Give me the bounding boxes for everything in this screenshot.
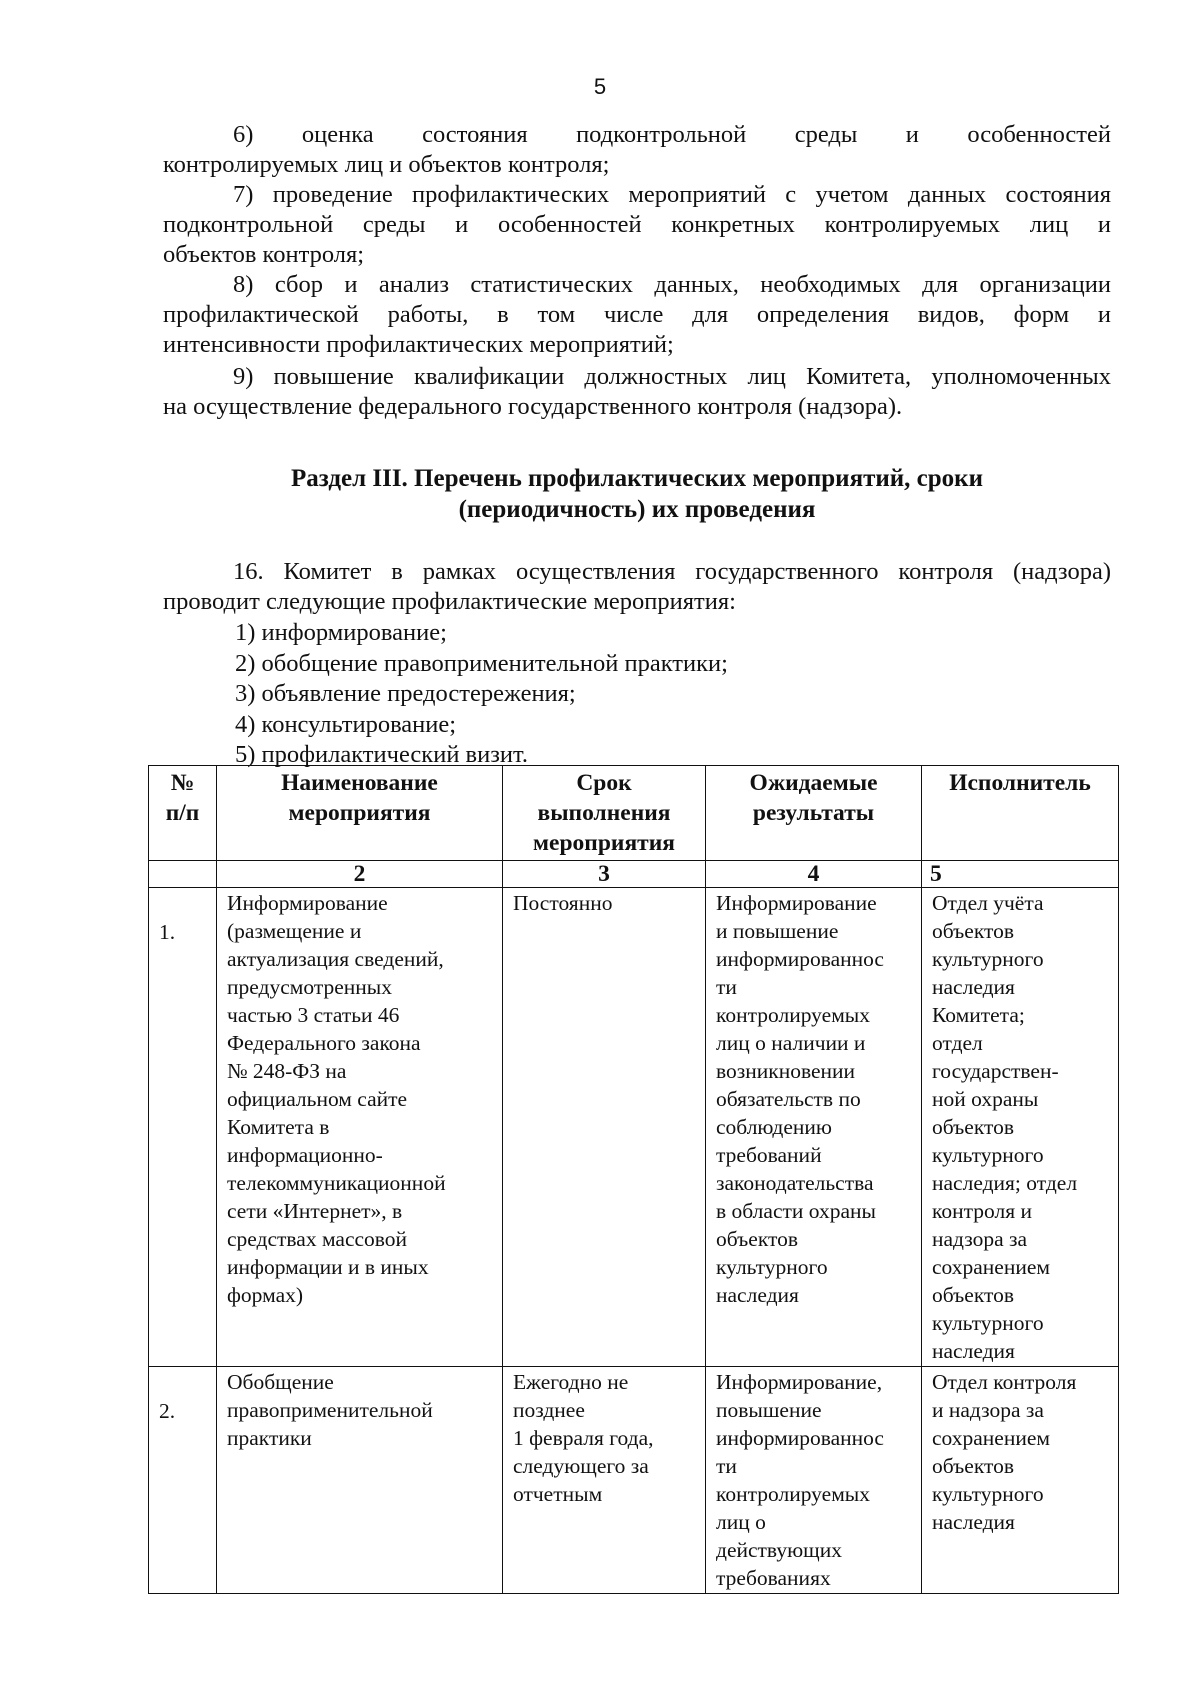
paragraph-line: подконтрольной среды и особенностей конкретных контролируемых лиц и [163, 211, 1111, 238]
paragraph-line: профилактической работы, в том числе для определения видов, форм и [163, 301, 1111, 328]
page-number: 5 [593, 74, 607, 99]
cell-line: телекоммуникационной [227, 1171, 446, 1195]
col-number: 3 [503, 861, 706, 888]
table-number-row [149, 861, 1119, 888]
cell-line: Отдел контроля [932, 1370, 1077, 1394]
cell-line: формах) [227, 1283, 304, 1307]
cell-line: следующего за [513, 1454, 649, 1478]
cell-line: ти [716, 975, 737, 999]
cell-line: официальном сайте [227, 1087, 408, 1111]
cell-line: действующих [716, 1538, 842, 1562]
cell-line: контролируемых [716, 1003, 870, 1027]
row-number: 2. [149, 1367, 217, 1594]
header-num [149, 766, 217, 861]
cell-line: соблюдению [716, 1115, 832, 1139]
row-result [706, 888, 922, 1367]
header-name [217, 766, 503, 861]
cell-line: (размещение и [227, 919, 362, 943]
cell-line: наследия; отдел [932, 1171, 1078, 1195]
row-term [503, 1367, 706, 1594]
cell-line: и надзора за [932, 1398, 1044, 1422]
list-item: 2) обобщение правоприменительной практики; [235, 649, 728, 677]
cell-line: Ежегодно не [513, 1370, 629, 1394]
header-text: Исполнитель [949, 770, 1091, 796]
table-row [149, 888, 1119, 1367]
header-text: выполнения [537, 800, 671, 826]
paragraph-line: контролируемых лиц и объектов контроля; [163, 151, 610, 178]
cell-line: № 248-ФЗ на [227, 1059, 347, 1083]
clause-line: 16. Комитет в рамках осуществления государственного контроля (надзора) [233, 558, 1111, 585]
cell-line: обязательств по [716, 1087, 861, 1111]
row-term [503, 888, 706, 1367]
cell-line: практики [227, 1426, 312, 1450]
measures-table [148, 765, 1119, 1594]
cell-line: объектов [932, 1283, 1014, 1307]
cell-line: информированнос [716, 1426, 884, 1450]
cell-line: контроля и [932, 1199, 1032, 1223]
cell-line: правоприменительной [227, 1398, 433, 1422]
cell-line: наследия [932, 1339, 1015, 1363]
section-title-line: (периодичность) их проведения [458, 496, 816, 523]
cell-line: Отдел учёта [932, 891, 1044, 915]
list-item: 3) объявление предостережения; [235, 680, 576, 707]
cell-line: предусмотренных [227, 975, 392, 999]
col-number: 2 [217, 861, 503, 888]
cell-line: наследия [932, 975, 1015, 999]
cell-line: государствен- [932, 1059, 1059, 1083]
paragraph-item-7 [163, 180, 1111, 270]
cell-line: Информирование, [716, 1370, 883, 1394]
paragraph-line: интенсивности профилактических мероприятий; [163, 331, 674, 358]
row-result [706, 1367, 922, 1594]
cell-line: Обобщение [227, 1370, 334, 1394]
cell-line: объектов [932, 1454, 1014, 1478]
cell-line: средствах массовой [227, 1227, 408, 1251]
row-name [217, 888, 503, 1367]
header-text: Ожидаемые [749, 770, 878, 796]
header-text: мероприятия [533, 830, 675, 856]
cell-line: объектов [932, 1115, 1014, 1139]
cell-line: объектов [716, 1227, 798, 1251]
row-number: 1. [149, 888, 217, 1367]
cell-line: информации и в иных [227, 1255, 429, 1279]
table-row [149, 1367, 1119, 1594]
cell-line: культурного [932, 1143, 1044, 1167]
header-text: Срок [576, 770, 632, 796]
cell-line: Постоянно [513, 891, 613, 915]
cell-line: объектов [932, 919, 1014, 943]
section-title-line: Раздел III. Перечень профилактических мероприятий, сроки [290, 465, 983, 492]
header-text: № [170, 770, 195, 796]
cell-line: требованиях [716, 1566, 831, 1590]
cell-line: культурного [716, 1255, 828, 1279]
cell-line: Информирование [227, 891, 388, 915]
cell-line: актуализация сведений, [227, 947, 444, 971]
cell-line: позднее [513, 1398, 585, 1422]
cell-line: частью 3 статьи 46 [227, 1003, 400, 1027]
paragraph-line: 6) оценка состояния подконтрольной среды и особенностей [233, 121, 1111, 148]
col-number [149, 861, 217, 888]
section-title [163, 463, 1111, 525]
cell-line: повышение [716, 1398, 822, 1422]
paragraph-line: 7) проведение профилактических мероприятий с учетом данных состояния [233, 181, 1111, 208]
header-term [503, 766, 706, 861]
cell-line: требований [716, 1143, 822, 1167]
paragraph-item-8 [163, 270, 1111, 360]
cell-line: лиц о [716, 1510, 766, 1534]
cell-line: Информирование [716, 891, 877, 915]
row-executor [922, 888, 1119, 1367]
paragraph-item-9 [163, 362, 1111, 422]
paragraph-line: объектов контроля; [163, 241, 365, 268]
cell-line: отчетным [513, 1482, 603, 1506]
cell-line: лиц о наличии и [716, 1031, 866, 1055]
paragraph-line: 8) сбор и анализ статистических данных, необходимых для организации [233, 271, 1111, 298]
cell-line: наследия [716, 1283, 799, 1307]
cell-line: и повышение [716, 919, 839, 943]
cell-line: сети «Интернет», в [227, 1199, 403, 1223]
cell-line: сохранением [932, 1426, 1051, 1450]
header-text: результаты [752, 800, 875, 826]
row-name [217, 1367, 503, 1594]
list-item: 1) информирование; [235, 619, 447, 646]
col-number: 4 [706, 861, 922, 888]
list-item: 4) консультирование; [235, 710, 457, 738]
cell-line: Комитета; [932, 1003, 1025, 1027]
header-text: Наименование [281, 770, 438, 796]
cell-line: надзора за [932, 1227, 1028, 1251]
cell-line: отдел [932, 1031, 983, 1055]
paragraph-item-6 [163, 120, 1111, 180]
table-header-row [149, 766, 1119, 861]
cell-line: информационно- [227, 1143, 383, 1167]
clause-16 [163, 557, 1111, 617]
cell-line: в области охраны [716, 1199, 876, 1223]
header-result [706, 766, 922, 861]
row-executor [922, 1367, 1119, 1594]
header-text: п/п [165, 800, 200, 826]
header-executor [922, 766, 1119, 861]
cell-line: законодательства [716, 1171, 874, 1195]
list-item: 5) профилактический визит. [235, 741, 529, 768]
cell-line: информированнос [716, 947, 884, 971]
cell-line: 1 февраля года, [513, 1426, 654, 1450]
cell-line: Федерального закона [227, 1031, 421, 1055]
clause-line: проводит следующие профилактические мероприятия: [163, 588, 736, 615]
cell-line: ти [716, 1454, 737, 1478]
cell-line: культурного [932, 1311, 1044, 1335]
header-text: мероприятия [288, 800, 431, 826]
cell-line: культурного [932, 1482, 1044, 1506]
cell-line: сохранением [932, 1255, 1051, 1279]
cell-line: Комитета в [227, 1115, 330, 1139]
paragraph-line: 9) повышение квалификации должностных лиц Комитета, уполномоченных [233, 363, 1111, 390]
cell-line: контролируемых [716, 1482, 870, 1506]
cell-line: культурного [932, 947, 1044, 971]
cell-line: наследия [932, 1510, 1015, 1534]
col-number: 5 [922, 861, 1119, 888]
paragraph-line: на осуществление федерального государственного контроля (надзора). [163, 393, 903, 420]
measures-list [163, 618, 1111, 771]
cell-line: возникновении [716, 1059, 856, 1083]
cell-line: ной охраны [932, 1087, 1039, 1111]
